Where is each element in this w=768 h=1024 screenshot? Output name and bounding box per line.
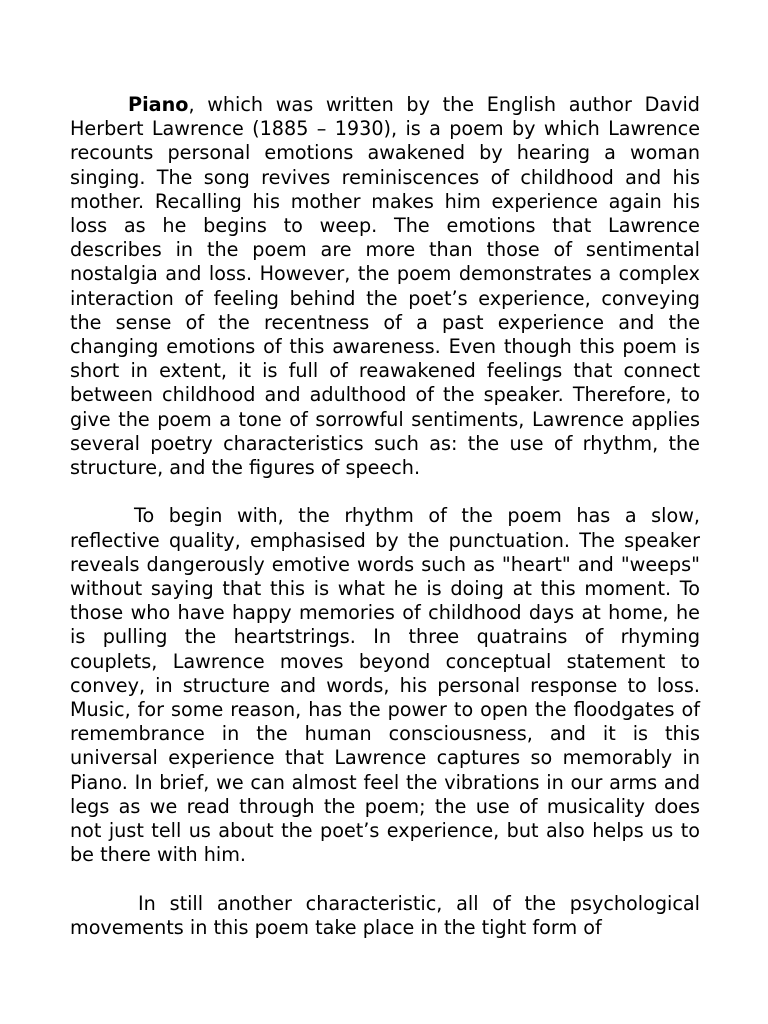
- paragraph-intro: [70, 93, 700, 480]
- paragraph-intro-text: , which was written by the English author David Herbert Lawrence (1885 – 1930), is a poem by which Lawrence recounts personal emotions awakened by hearing a woman singing. The song revives reminiscences of childhood and his mother. Recalling his mother makes him experience again his loss as he begins to weep. The emotions that Lawrence describes in the poem are more than those of sentimental nostalgia and loss. However, the poem demonstrates a complex interaction of feeling behind the poet’s experience, conveying the sense of the recentness of a past experience and the changing emotions of this awareness. Even though this poem is short in extent, it is full of reawakened feelings that connect between childhood and adulthood of the speaker. Therefore, to give the poem a tone of sorrowful sentiments, Lawrence applies several poetry characteristics such as: the use of rhythm, the structure, and the figures of speech.: [70, 93, 700, 480]
- poem-title: Piano: [128, 93, 189, 116]
- paragraph-rhythm: To begin with, the rhythm of the poem has a slow, reflective quality, emphasised by the punctuation. The speaker reveals dangerously emotive words such as "heart" and "weeps" without saying that this is what he is doing at this moment. To those who have happy memories of childhood days at home, he is pulling the heartstrings. In three quatrains of rhyming couplets, Lawrence moves beyond conceptual statement to convey, in structure and words, his personal response to loss. Music, for some reason, has the power to open the floodgates of remembrance in the human consciousness, and it is this universal experience that Lawrence captures so memorably in Piano. In brief, we can almost feel the vibrations in our arms and legs as we read through the poem; the use of musicality does not just tell us about the poet’s experience, but also helps us to be there with him.: [70, 504, 700, 867]
- document-page: [70, 93, 700, 940]
- paragraph-structure: In still another characteristic, all of the psychological movements in this poem take place in the tight form of: [70, 891, 700, 939]
